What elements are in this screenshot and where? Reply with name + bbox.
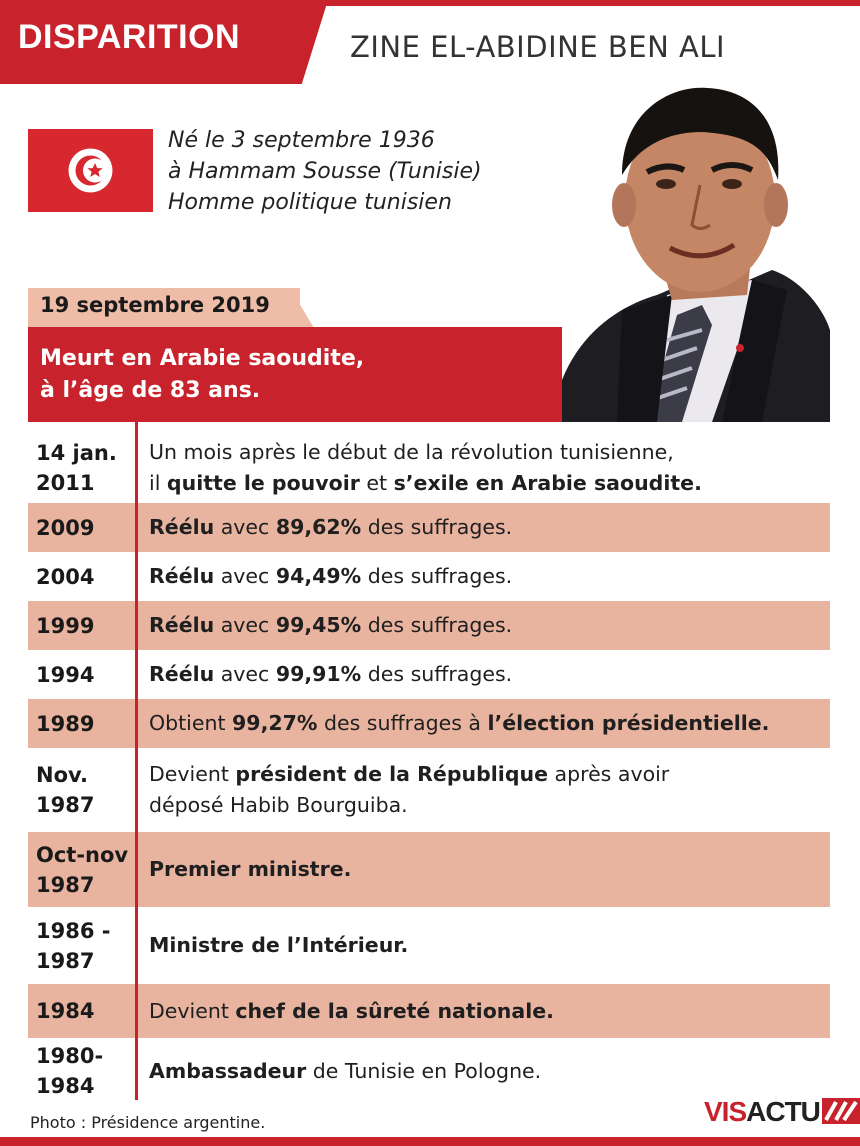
highlight-text: chef de la sûreté nationale. [235,999,554,1023]
death-date: 19 septembre 2019 [40,293,270,317]
timeline-row [28,748,830,832]
timeline-description-line [149,1056,541,1087]
text-segment: Obtient [149,711,233,735]
timeline-description [149,708,769,739]
highlight-text: Premier ministre. [149,857,352,881]
timeline-row [28,433,830,503]
timeline-description [149,1056,541,1087]
timeline-year-line: 1984 [36,999,95,1023]
text-segment: des suffrages. [361,662,513,686]
timeline-year [36,611,94,641]
timeline-year-line: 1987 [36,793,95,817]
timeline-year-line: 1986 - [36,919,111,943]
timeline-description-line [149,759,669,790]
section-label: DISPARITION [18,18,241,56]
timeline-year-line: Oct-nov [36,843,129,867]
timeline-row [28,503,830,552]
text-segment: avec [214,662,276,686]
highlight-text: Ambassadeur [149,1059,307,1083]
death-line-2: à l’âge de 83 ans. [40,378,261,403]
timeline-description [149,659,512,690]
birth-date: Né le 3 septembre 1936 [168,128,435,153]
timeline-year [36,660,94,690]
timeline-year-line: 14 jan. [36,441,117,465]
highlight-text: Réélu [149,613,215,637]
timeline-year-line: 1980- [36,1044,104,1068]
logo-actu: ACTU [746,1096,820,1127]
photo-credit: Photo : Présidence argentine. [30,1113,266,1132]
highlight-text: 89,62% [275,515,362,539]
timeline-row [28,907,830,984]
timeline-row [28,552,830,601]
visactu-logo [704,1096,860,1128]
timeline-description-line [149,437,702,468]
text-segment: Un mois après le début de la révolution tunisienne, [149,440,674,464]
timeline-year-line: Nov. [36,763,88,787]
timeline-description-line [149,468,702,499]
timeline-description-line [149,930,408,961]
timeline-description [149,512,512,543]
timeline-description-line [149,996,554,1027]
timeline-year-line: 1994 [36,663,95,687]
text-segment: des suffrages à [317,711,488,735]
timeline-description [149,437,702,499]
timeline-line [135,422,138,1100]
timeline-year-line: 1984 [36,1074,95,1098]
death-line-1: Meurt en Arabie saoudite, [40,346,365,371]
timeline-row [28,699,830,748]
highlight-text: 99,91% [275,662,362,686]
timeline-row [28,650,830,699]
timeline-description-line [149,790,669,821]
text-segment: des suffrages. [361,515,513,539]
text-segment: Devient [149,762,236,786]
timeline-year-line: 2011 [36,471,95,495]
timeline-year [36,562,94,592]
timeline-year [36,760,94,820]
text-segment: déposé Habib Bourguiba. [149,793,408,817]
footer-rule [0,1137,860,1146]
logo-mark-icon [822,1098,860,1124]
portrait-photo [562,80,830,422]
timeline-row [28,984,830,1038]
timeline-description-line [149,610,512,641]
highlight-text: président de la République [235,762,548,786]
birth-place: à Hammam Sousse (Tunisie) [168,159,482,184]
highlight-text: quitte le pouvoir [166,471,360,495]
timeline-description [149,854,351,885]
timeline-year [36,513,94,543]
timeline-description [149,759,669,821]
timeline-description-line [149,854,351,885]
highlight-text: l’élection présidentielle. [487,711,770,735]
death-band [28,327,562,422]
highlight-text: Réélu [149,564,215,588]
timeline-year [36,840,128,900]
text-segment: avec [214,613,276,637]
text-segment: Devient [149,999,236,1023]
timeline-year-line: 1999 [36,614,95,638]
timeline-row [28,832,830,907]
text-segment: avec [214,515,276,539]
timeline-year [36,709,94,739]
highlight-text: 99,45% [275,613,362,637]
timeline-description-line [149,512,512,543]
text-segment: de Tunisie en Pologne. [306,1059,542,1083]
timeline-year [36,1041,103,1101]
text-segment: après avoir [548,762,670,786]
timeline-year-line: 1987 [36,873,95,897]
timeline-year [36,916,110,976]
text-segment: des suffrages. [361,564,513,588]
highlight-text: Ministre de l’Intérieur. [149,933,409,957]
text-segment: il [149,471,167,495]
highlight-text: s’exile en Arabie saoudite. [393,471,702,495]
timeline-description-line [149,708,769,739]
occupation: Homme politique tunisien [168,190,452,215]
logo-vis: VIS [704,1096,747,1127]
text-segment: et [359,471,394,495]
timeline-row [28,1038,830,1104]
timeline-year-line: 2009 [36,516,95,540]
highlight-text: Réélu [149,515,215,539]
timeline-year-line: 1987 [36,949,95,973]
timeline-year-line: 1989 [36,712,95,736]
timeline-row [28,601,830,650]
text-segment: des suffrages. [361,613,513,637]
highlight-text: 99,27% [232,711,318,735]
timeline-description-line [149,659,512,690]
tunisia-flag-icon [28,129,153,212]
highlight-text: Réélu [149,662,215,686]
highlight-text: 94,49% [275,564,362,588]
text-segment: avec [214,564,276,588]
timeline-description [149,930,408,961]
timeline-year-line: 2004 [36,565,95,589]
timeline-description [149,610,512,641]
timeline-description [149,561,512,592]
timeline-year [36,438,117,498]
timeline-description-line [149,561,512,592]
timeline-description [149,996,554,1027]
person-name: ZINE EL-ABIDINE BEN ALI [350,30,726,64]
timeline-year [36,996,94,1026]
